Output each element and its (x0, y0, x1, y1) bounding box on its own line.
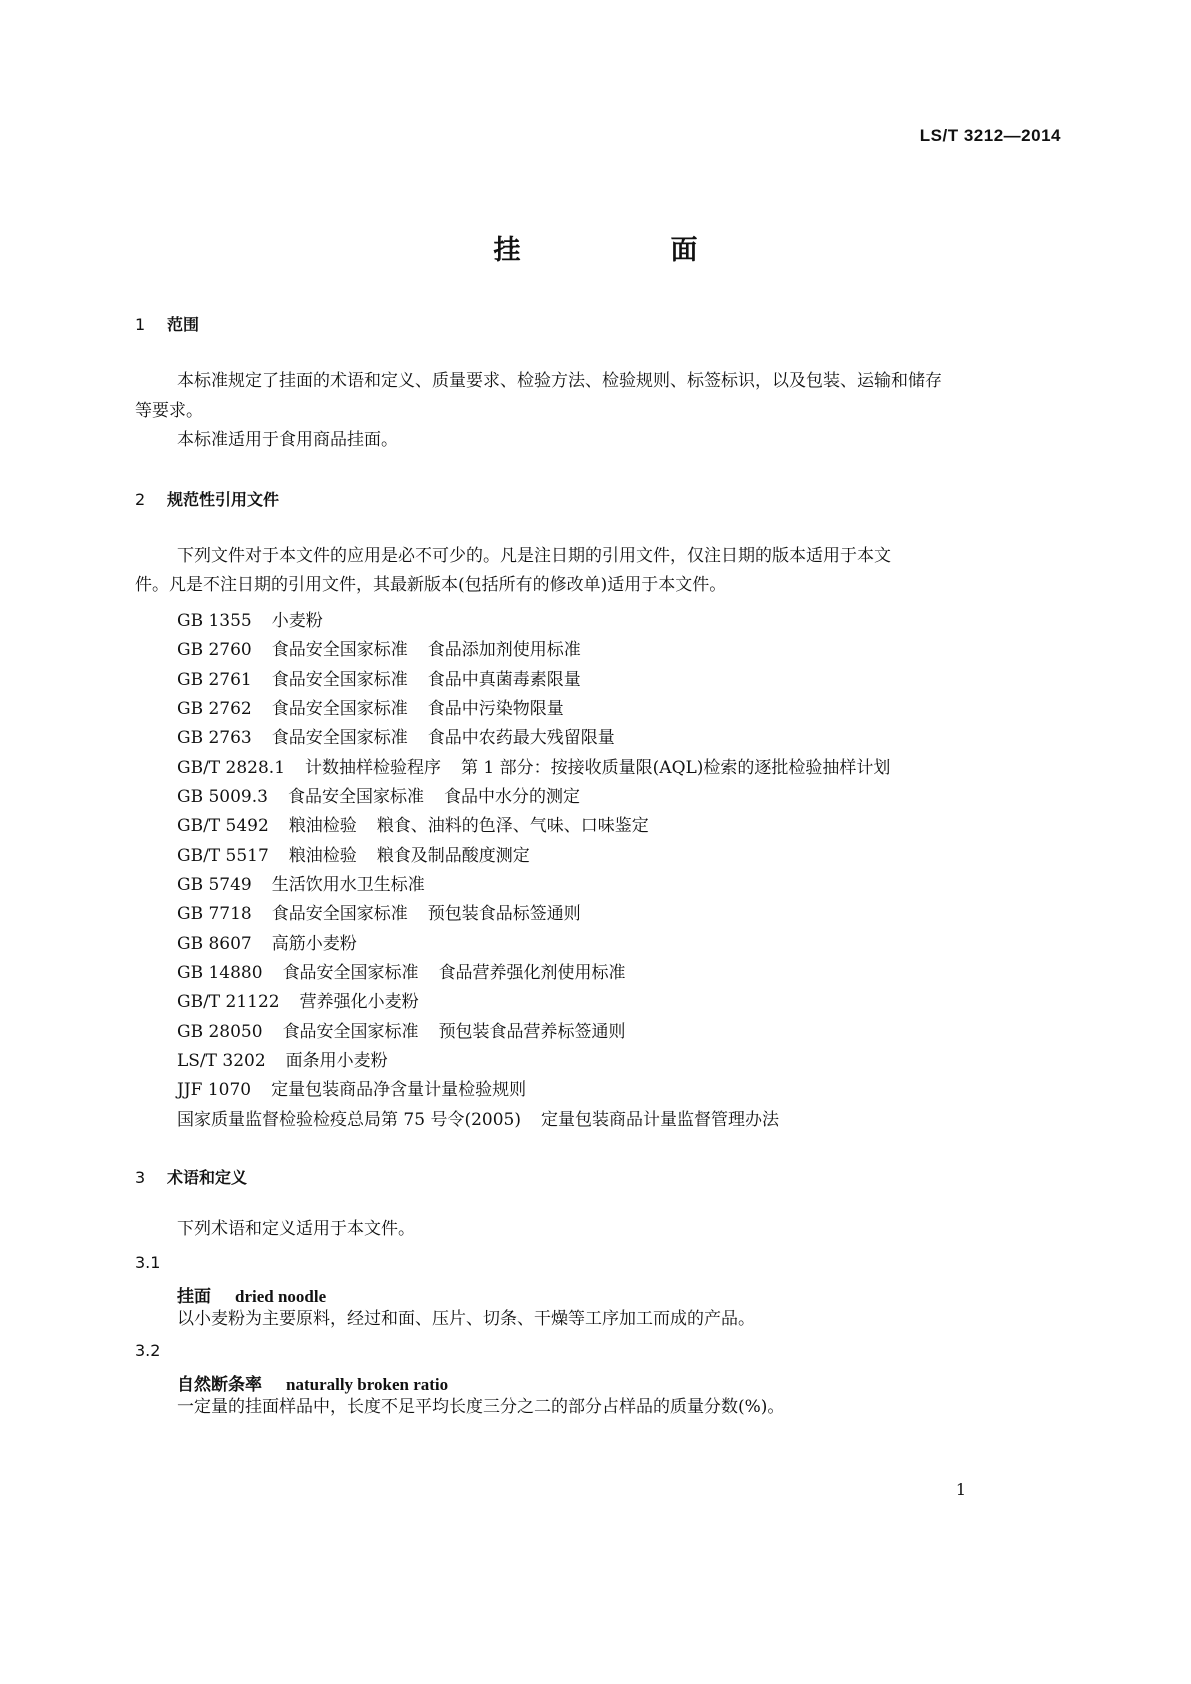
section-3-heading (135, 1165, 247, 1188)
section-number: 3 (135, 1168, 146, 1187)
term-definition: 一定量的挂面样品中，长度不足平均长度三分之二的部分占样品的质量分数(%)。 (177, 1397, 785, 1417)
section-1-para1-line2: 等要求。 (135, 401, 203, 421)
term-heading: 自然断条率 naturally broken ratio (177, 1375, 449, 1395)
section-1-para2: 本标准适用于食用商品挂面。 (177, 430, 398, 450)
reference-item: GB 7718 食品安全国家标准 预包装食品标签通则 (177, 904, 581, 924)
reference-item: LS/T 3202 面条用小麦粉 (177, 1051, 388, 1071)
section-number: 2 (135, 490, 146, 509)
section-2-intro-line1: 下列文件对于本文件的应用是必不可少的。凡是注日期的引用文件，仅注日期的版本适用于本文 (177, 546, 891, 566)
term-definition: 以小麦粉为主要原料，经过和面、压片、切条、干燥等工序加工而成的产品。 (177, 1309, 755, 1329)
reference-item: GB/T 5517 粮油检验 粮食及制品酸度测定 (177, 846, 530, 866)
reference-item: GB 14880 食品安全国家标准 食品营养强化剂使用标准 (177, 963, 626, 983)
reference-item: GB 2762 食品安全国家标准 食品中污染物限量 (177, 699, 564, 719)
reference-item: 国家质量监督检验检疫总局第 75 号令(2005) 定量包装商品计量监督管理办法 (177, 1110, 779, 1130)
term-number: 3.2 (135, 1341, 161, 1360)
reference-item: GB 5009.3 食品安全国家标准 食品中水分的测定 (177, 787, 580, 807)
section-title: 范围 (167, 315, 200, 334)
reference-item: GB/T 5492 粮油检验 粮食、油料的色泽、气味、口味鉴定 (177, 816, 649, 836)
reference-item: GB 2763 食品安全国家标准 食品中农药最大残留限量 (177, 728, 615, 748)
reference-item: GB 28050 食品安全国家标准 预包装食品营养标签通则 (177, 1022, 626, 1042)
page-number: 1 (955, 1480, 966, 1499)
section-2-heading (135, 487, 279, 510)
section-1-para1-line1: 本标准规定了挂面的术语和定义、质量要求、检验方法、检验规则、标签标识，以及包装、运输和储存 (177, 371, 942, 391)
section-number: 1 (135, 315, 146, 334)
reference-item: JJF 1070 定量包装商品净含量计量检验规则 (177, 1080, 527, 1100)
reference-item: GB 1355 小麦粉 (177, 611, 323, 631)
section-3-intro: 下列术语和定义适用于本文件。 (177, 1219, 415, 1239)
section-2-intro-line2: 件。凡是不注日期的引用文件，其最新版本(包括所有的修改单)适用于本文件。 (135, 575, 727, 595)
reference-item: GB 2761 食品安全国家标准 食品中真菌毒素限量 (177, 670, 581, 690)
reference-item: GB 5749 生活饮用水卫生标准 (177, 875, 425, 895)
standard-code: LS/T 3212—2014 (919, 126, 1061, 145)
title-char-2: 面 (670, 235, 698, 266)
section-title: 术语和定义 (167, 1168, 248, 1187)
title-char-1: 挂 (493, 235, 521, 266)
section-1-heading (135, 312, 199, 335)
reference-item: GB 2760 食品安全国家标准 食品添加剂使用标准 (177, 640, 581, 660)
page-title (0, 228, 1191, 267)
reference-item: GB/T 21122 营养强化小麦粉 (177, 992, 419, 1012)
term-heading: 挂面 dried noodle (177, 1287, 327, 1307)
reference-item: GB/T 2828.1 计数抽样检验程序 第 1 部分：按接收质量限(AQL)检索的逐批检验抽样计划 (177, 758, 891, 778)
section-title: 规范性引用文件 (167, 490, 280, 509)
reference-item: GB 8607 高筋小麦粉 (177, 934, 357, 954)
term-number: 3.1 (135, 1253, 161, 1272)
